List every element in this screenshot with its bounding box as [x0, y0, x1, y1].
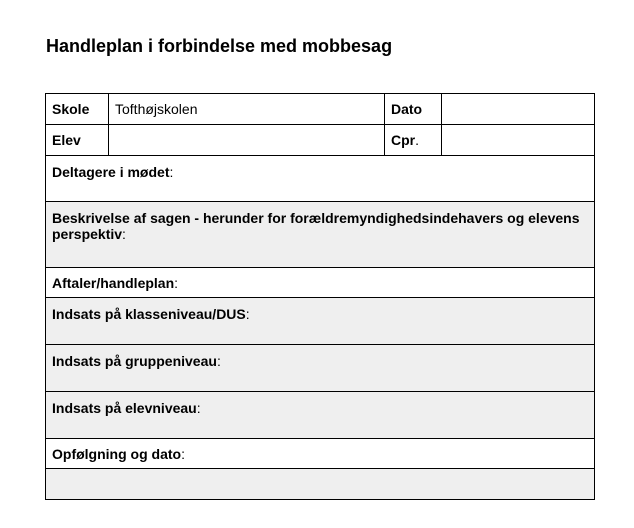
klasse-label: Indsats på klasseniveau/DUS: [52, 306, 246, 322]
deltagere-label: Deltagere i mødet: [52, 164, 170, 180]
dato-label: Dato: [385, 94, 442, 125]
opfoelgning-colon: :: [181, 445, 185, 462]
gruppe-colon: :: [216, 353, 221, 369]
beskrivelse-row: [46, 202, 595, 268]
school-row: [46, 94, 595, 125]
beskrivelse-colon: :: [122, 226, 126, 242]
elevniveau-colon: :: [196, 400, 201, 416]
cpr-cell: [385, 125, 442, 156]
opfoelgning-entry-row: [46, 469, 595, 500]
deltagere-row: [46, 156, 595, 202]
elev-value[interactable]: [109, 125, 385, 156]
gruppe-label: Indsats på gruppeniveau: [52, 353, 217, 369]
elevniveau-label: Indsats på elevniveau: [52, 400, 197, 416]
skole-label: Skole: [46, 94, 109, 125]
klasse-colon: :: [245, 306, 250, 322]
klasse-cell[interactable]: [46, 298, 595, 345]
skole-value[interactable]: Tofthøjskolen: [109, 94, 385, 125]
deltagere-colon: :: [169, 164, 174, 180]
student-row: [46, 125, 595, 156]
cpr-value[interactable]: [442, 125, 595, 156]
aftaler-label: Aftaler/handleplan: [52, 274, 175, 291]
opfoelgning-label: Opfølgning og dato: [52, 445, 182, 462]
gruppe-row: [46, 345, 595, 392]
beskrivelse-label: Beskrivelse af sagen - herunder for forældremyndighedsindehavers og elevens perspektiv: [52, 210, 580, 242]
gruppe-cell[interactable]: [46, 345, 595, 392]
aftaler-cell[interactable]: [46, 268, 595, 298]
beskrivelse-cell[interactable]: [46, 202, 595, 268]
klasse-row: [46, 298, 595, 345]
opfoelgning-cell[interactable]: [46, 439, 595, 469]
elevniveau-cell[interactable]: [46, 392, 595, 439]
dato-value[interactable]: [442, 94, 595, 125]
aftaler-row: [46, 268, 595, 298]
elevniveau-row: [46, 392, 595, 439]
opfoelgning-row: [46, 439, 595, 469]
cpr-label: Cpr: [391, 132, 416, 148]
elev-label: Elev: [46, 125, 109, 156]
aftaler-colon: :: [174, 274, 179, 291]
deltagere-cell[interactable]: [46, 156, 595, 202]
page-title: Handleplan i forbindelse med mobbesag: [46, 36, 393, 56]
action-plan-form: [45, 93, 595, 500]
cpr-suffix: .: [415, 132, 420, 148]
opfoelgning-entry-cell[interactable]: [46, 469, 595, 500]
